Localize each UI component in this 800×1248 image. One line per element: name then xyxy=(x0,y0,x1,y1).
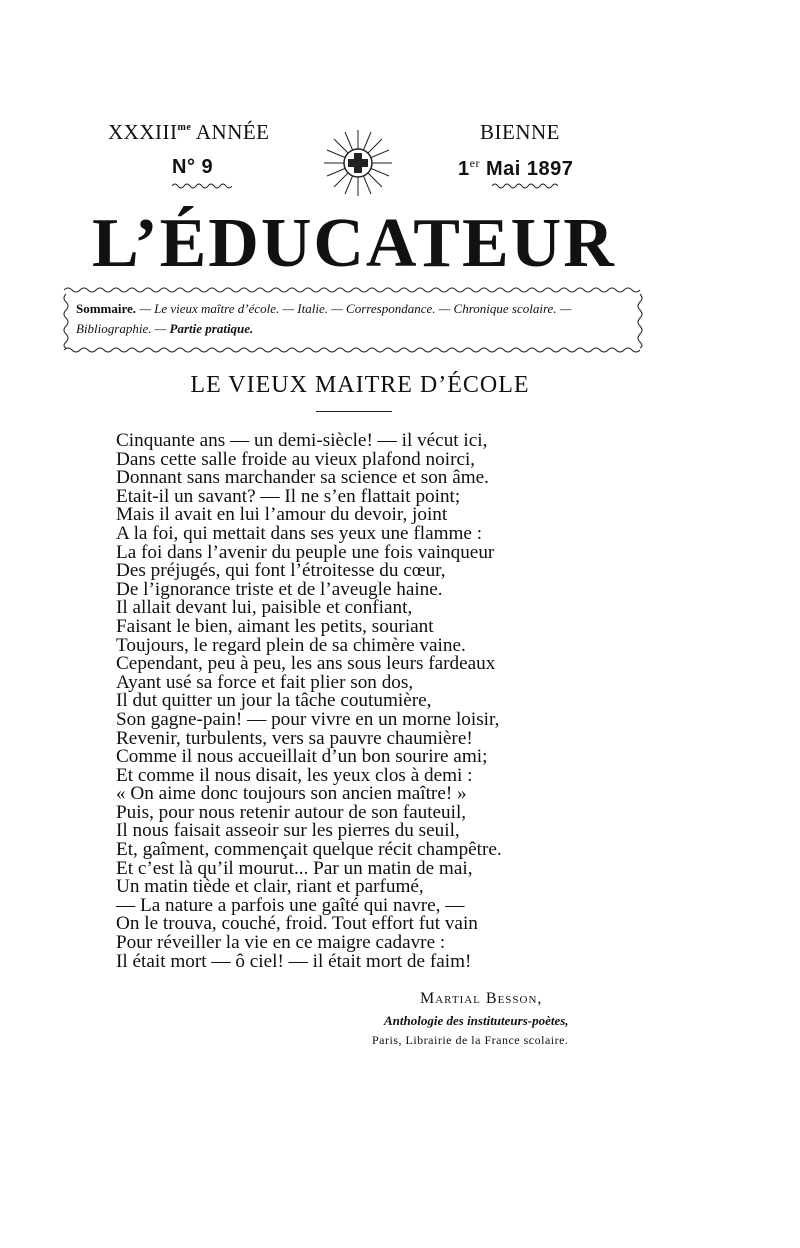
author-signature: Martial Besson, xyxy=(420,990,543,1007)
poem-line: Donnant sans marchander sa science et son âme. xyxy=(116,467,489,489)
poem-line: Toujours, le regard plein de sa chimère vaine. xyxy=(116,634,466,656)
volume-suffix: me xyxy=(177,122,192,133)
poem-line: Il allait devant lui, paisible et confiant, xyxy=(116,597,413,619)
date-month-year: Mai 1897 xyxy=(486,158,574,180)
swiss-cross-emblem xyxy=(318,128,398,198)
volume-word: ANNÉE xyxy=(195,120,270,144)
issue-date xyxy=(458,156,573,181)
poem-line: Il nous faisait asseoir sur les pierres du seuil, xyxy=(116,820,460,842)
poem-line: Revenir, turbulents, vers sa pauvre chaumière! xyxy=(116,727,473,749)
poem-line: Il était mort — ô ciel! — il était mort de faim! xyxy=(116,950,472,972)
poem-line: De l’ignorance triste et de l’aveugle haine. xyxy=(116,578,443,600)
wave-rule-right xyxy=(492,182,558,190)
poem-title: LE VIEUX MAITRE D’ÉCOLE xyxy=(190,372,530,398)
poem-body xyxy=(116,432,616,971)
city: BIENNE xyxy=(480,120,560,144)
source-book: Anthologie des instituteurs-poètes, xyxy=(384,1013,569,1028)
poem-line: Cependant, peu à peu, les ans sous leurs fardeaux xyxy=(116,653,496,675)
source-publisher: Paris, Librairie de la France scolaire. xyxy=(372,1033,569,1047)
poem-line: Son gagne-pain! — pour vivre en un morne loisir, xyxy=(116,708,500,730)
volume-year xyxy=(108,120,270,145)
poem-line: Il dut quitter un jour la tâche coutumière, xyxy=(116,690,432,712)
summary-label: Sommaire. xyxy=(76,301,137,316)
poem-line: Ayant usé sa force et fait plier son dos, xyxy=(116,671,414,693)
summary-text xyxy=(76,299,636,339)
poem-line: Comme il nous accueillait d’un bon sourire ami; xyxy=(116,746,488,768)
poem-line: — La nature a parfois une gaîté qui navre, — xyxy=(116,894,465,916)
poem-line: Un matin tiède et clair, riant et parfumé, xyxy=(116,876,424,898)
poem-line: « On aime donc toujours son ancien maître! » xyxy=(116,783,467,805)
date-day: 1 xyxy=(458,158,470,180)
poem-line: Faisant le bien, aimant les petits, souriant xyxy=(116,615,434,637)
wave-rule-left xyxy=(172,182,232,190)
poem-line: La foi dans l’avenir du peuple une fois vainqueur xyxy=(116,541,495,563)
poem-line: Pour réveiller la vie en ce maigre cadavre : xyxy=(116,932,446,954)
poem-line: Et, gaîment, commençait quelque récit champêtre. xyxy=(116,839,502,861)
poem-line: Dans cette salle froide au vieux plafond noirci, xyxy=(116,448,476,470)
issue-number: N° 9 xyxy=(172,156,214,178)
poem-line: Et c’est là qu’il mourut... Par un matin de mai, xyxy=(116,857,473,879)
summary-last-item: Partie pratique. xyxy=(169,321,254,336)
poem-line: Mais il avait en lui l’amour du devoir, joint xyxy=(116,504,448,526)
poem-line: Des préjugés, qui font l’étroitesse du cœur, xyxy=(116,560,446,582)
poem-line: A la foi, qui mettait dans ses yeux une flamme : xyxy=(116,522,483,544)
date-day-suffix: er xyxy=(469,156,480,170)
poem-line: Cinquante ans — un demi-siècle! — il vécut ici, xyxy=(116,430,488,451)
poem-line: On le trouva, couché, froid. Tout effort fut vain xyxy=(116,913,478,935)
poem-line: Puis, pour nous retenir autour de son fauteuil, xyxy=(116,801,467,823)
masthead-title: L’ÉDUCATEUR xyxy=(92,205,616,282)
poem-line: Etait-il un savant? — Il ne s’en flattait point; xyxy=(116,485,461,507)
summary-items: — Le vieux maître d’école. — Italie. — Correspondance. — Chronique scolaire. — Bibliographie. — xyxy=(76,301,572,336)
poem-line: Et comme il nous disait, les yeux clos à demi : xyxy=(116,764,473,786)
title-rule xyxy=(316,411,392,412)
volume-number: XXXIII xyxy=(108,120,178,144)
